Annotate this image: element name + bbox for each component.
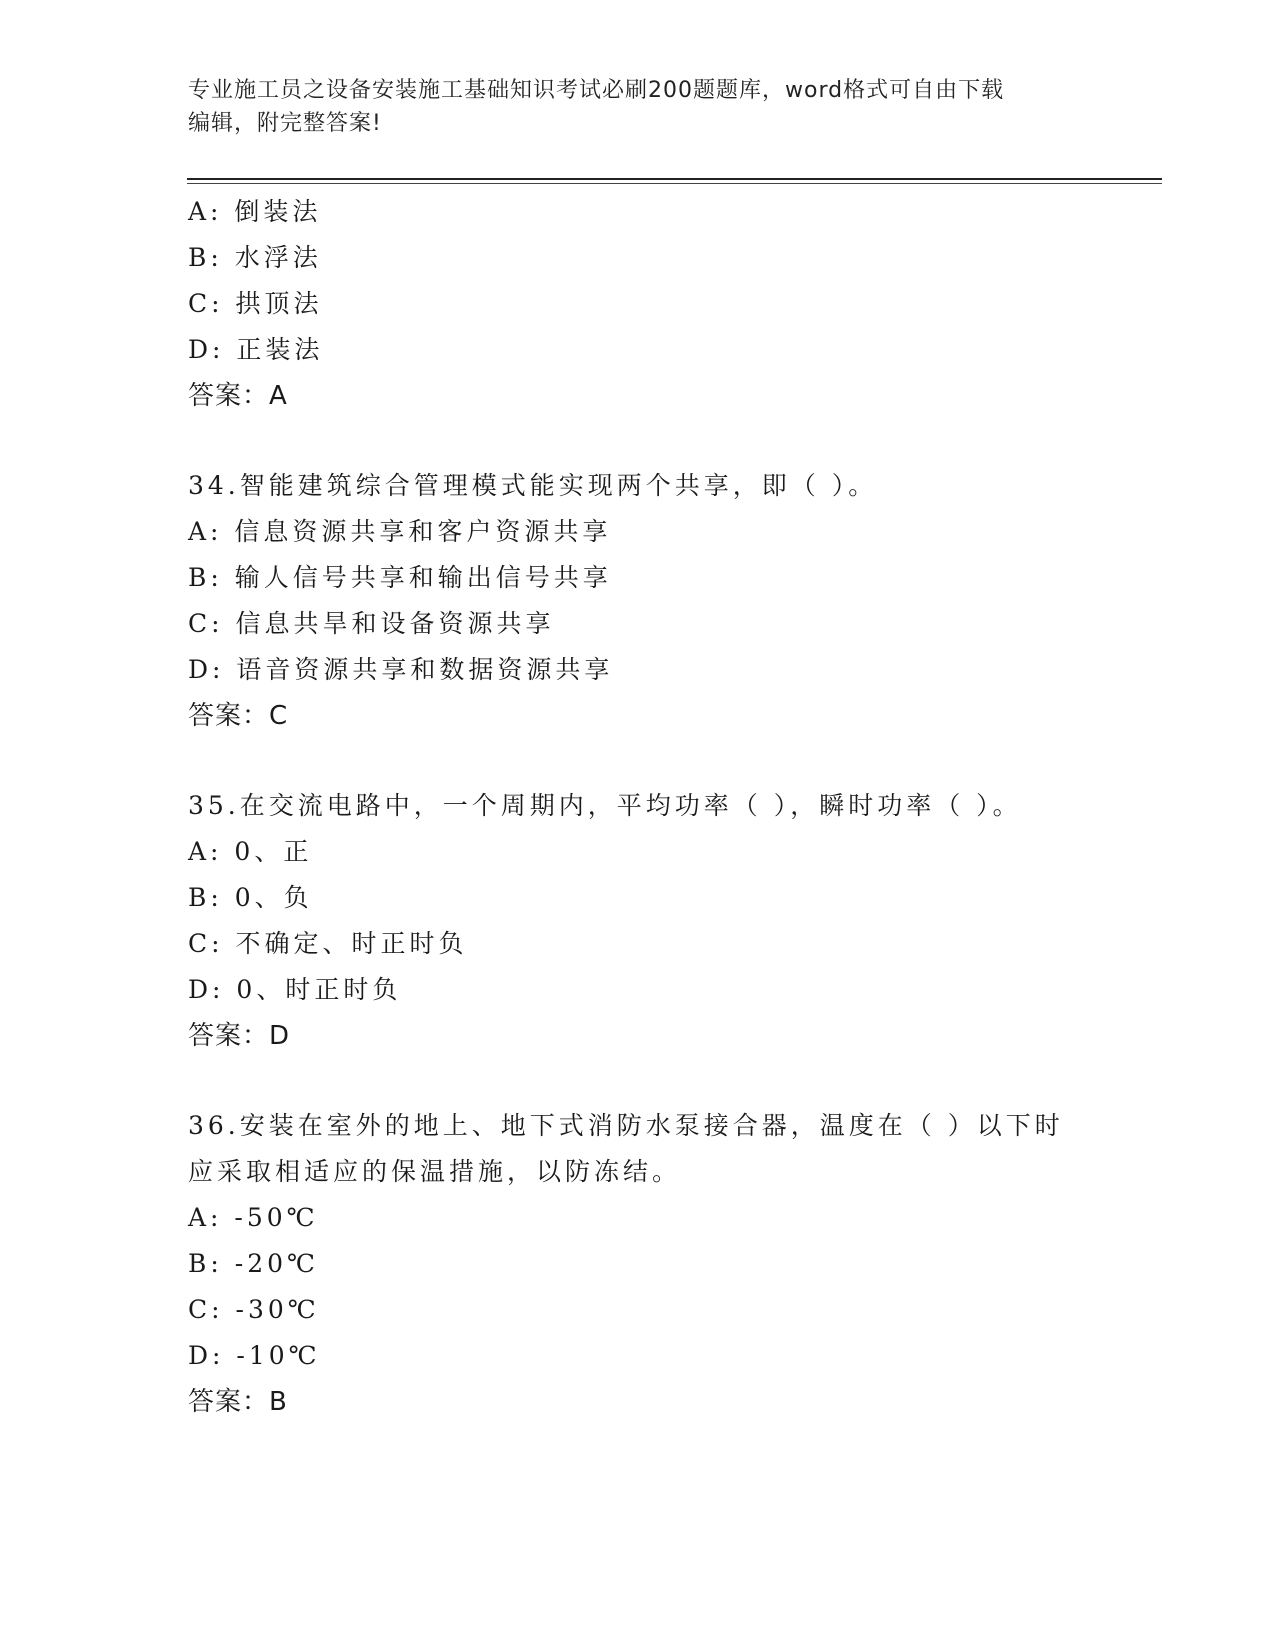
header-title-line-1: 专业施工员之设备安装施工基础知识考试必刷200题题库，word格式可自由下载 xyxy=(188,78,1005,103)
question-block-35 xyxy=(188,783,1108,1059)
option-c: C: 拱顶法 xyxy=(188,289,323,318)
option-d: D: -10℃ xyxy=(188,1341,321,1370)
question-block-34 xyxy=(188,463,1108,739)
header-title-line-2: 编辑，附完整答案! xyxy=(188,111,382,136)
answer-label: 答案：A xyxy=(188,381,288,411)
option-a: A: 信息资源共享和客户资源共享 xyxy=(188,517,612,546)
option-b: B: -20℃ xyxy=(188,1249,319,1278)
document-header xyxy=(188,74,1068,140)
question-list xyxy=(188,189,1108,1425)
option-b: B: 水浮法 xyxy=(188,243,322,272)
option-c: C: 不确定、时正时负 xyxy=(188,929,468,958)
question-text-line-2: 应采取相适应的保温措施，以防冻结。 xyxy=(188,1157,682,1186)
option-a: A: 0、正 xyxy=(188,837,313,866)
option-d: D: 语音资源共享和数据资源共享 xyxy=(188,655,614,684)
answer-label: 答案：B xyxy=(188,1387,288,1417)
question-text: 35.在交流电路中，一个周期内，平均功率（ ），瞬时功率（ ）。 xyxy=(188,791,1022,820)
question-text-line-1: 36.安装在室外的地上、地下式消防水泵接合器，温度在（ ）以下时 xyxy=(188,1111,1064,1140)
option-b: B: 0、负 xyxy=(188,883,313,912)
header-divider-thick xyxy=(187,178,1162,180)
answer-label: 答案：D xyxy=(188,1021,291,1051)
option-a: A: 倒装法 xyxy=(188,197,322,226)
option-c: C: 信息共旱和设备资源共享 xyxy=(188,609,555,638)
option-d: D: 正装法 xyxy=(188,335,324,364)
option-b: B: 输人信号共享和输出信号共享 xyxy=(188,563,612,592)
option-a: A: -50℃ xyxy=(188,1203,319,1232)
option-d: D: 0、时正时负 xyxy=(188,975,402,1004)
question-block-36 xyxy=(188,1103,1108,1425)
option-c: C: -30℃ xyxy=(188,1295,320,1324)
question-block-33 xyxy=(188,189,1108,419)
question-text: 34.智能建筑综合管理模式能实现两个共享，即（ ）。 xyxy=(188,471,878,500)
answer-label: 答案：C xyxy=(188,701,289,731)
header-divider-thin xyxy=(187,183,1162,184)
